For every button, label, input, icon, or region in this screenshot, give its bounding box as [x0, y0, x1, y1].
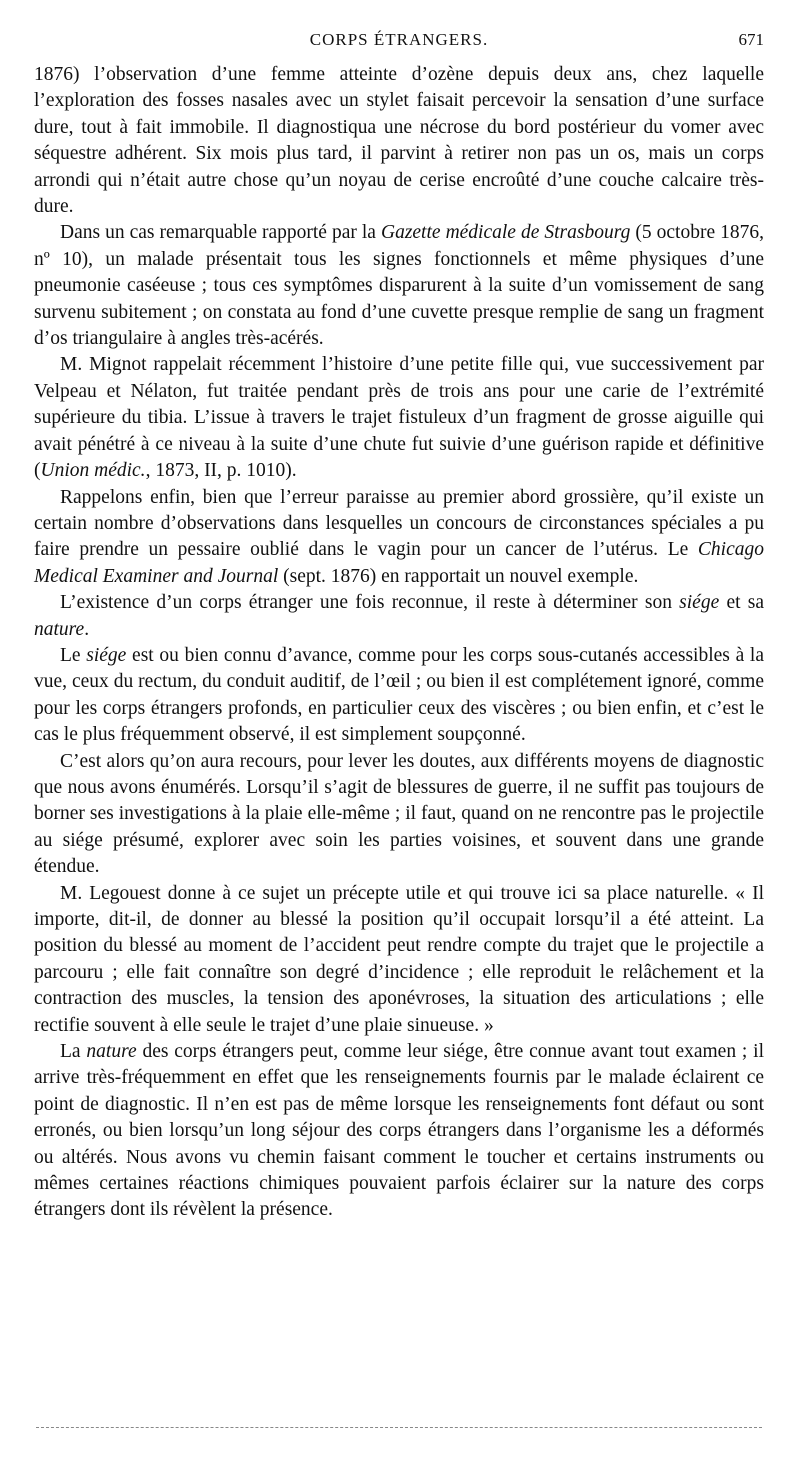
paragraph — [34, 220, 764, 352]
footer-rule — [36, 1427, 762, 1428]
paragraph — [34, 643, 764, 749]
paragraph — [34, 749, 764, 881]
text-run: C’est alors qu’on aura recours, pour lever les doutes, aux différents moyens de diagnostic que nous avons énumérés. Lorsqu’il s’agit de blessures de guerre, il ne suffit pas toujours de borner ses investigations à la plaie elle-même ; il faut, quand on ne rencontre pas le projectile au siége présumé, explorer avec soin les parties voisines, et souvent dans une grande étendue. — [34, 750, 764, 878]
text-run: Le — [60, 644, 87, 666]
italic-text: Union médic. — [40, 460, 146, 482]
text-run: L’existence d’un corps étranger une fois reconnue, il reste à déterminer son — [60, 592, 680, 614]
paragraph — [34, 62, 764, 220]
text-run: M. Legouest donne à ce sujet un précepte utile et qui trouve ici sa place naturelle. « Il importe, dit-il, de donner au blessé la position qu’il occupait lorsqu’il a été atteint. La position du blessé au moment de l’accident peut rendre compte du trajet que le projectile a parcouru ; elle fait connaître son degré d’incidence ; elle reproduit le relâchement et la contraction des muscles, la tension des aponévroses, la situation des articulations ; elle rectifie souvent à elle seule le trajet d’une plaie sinueuse. » — [34, 882, 764, 1036]
paragraph — [34, 352, 764, 484]
paragraph — [34, 1039, 764, 1224]
running-title: CORPS ÉTRANGERS. — [309, 30, 489, 49]
italic-text: nature — [34, 618, 85, 640]
text-run: est ou bien connu d’avance, comme pour les corps sous-cutanés accessibles à la vue, ceux du rectum, du conduit auditif, de l’œil ; ou bien il est complétement ignoré, comme pour les corps étrangers profonds, en particulier ceux des viscères ; ou bien enfin, et c’est le cas le plus fréquemment observé, il est simplement soupçonné. — [34, 644, 764, 746]
book-page — [34, 24, 764, 1224]
text-run: et sa — [719, 592, 764, 614]
text-run: . — [84, 618, 90, 640]
text-run: Dans un cas remarquable rapporté par la — [60, 222, 381, 244]
paragraph — [34, 485, 764, 591]
paragraph — [34, 590, 764, 643]
italic-text: siége — [86, 644, 127, 666]
running-head — [34, 24, 764, 52]
italic-text: nature — [86, 1041, 137, 1063]
text-run: (sept. 1876) en rapportait un nouvel exemple. — [278, 565, 639, 587]
text-run: M. Mignot rappelait récemment l’histoire d’une petite fille qui, vue successivement par Velpeau et Nélaton, fut traitée pendant près de trois ans pour une carie de l’extrémité supérieure du tibia. L’issue à travers le trajet fistuleux d’un fragment de grosse aiguille qui avait pénétré à ce niveau à la suite d’une chute fut suivie d’une guérison rapide et définitive ( — [34, 354, 764, 482]
text-run: , 1873, II, p. 1010). — [145, 460, 297, 482]
page-number: 671 — [738, 30, 764, 49]
italic-text: Gazette médicale de Strasbourg — [380, 222, 631, 244]
italic-text: siége — [679, 592, 720, 614]
italic-text: Chicago Medical Examiner and Journal — [34, 539, 764, 587]
text-run: 1876) l’observation d’une femme atteinte d’ozène depuis deux ans, chez laquelle l’exploration des fosses nasales avec un stylet faisait percevoir la sensation d’une surface dure, tout à fait immobile. Il diagnostiqua une nécrose du bord postérieur du vomer avec séquestre adhérent. Six mois plus tard, il parvint à retirer non pas un os, mais un corps arrondi qui n’était autre chose qu’un noyau de cerise encroûté d’une couche calcaire très-dure. — [34, 64, 764, 218]
text-run: des corps étrangers peut, comme leur siége, être connue avant tout examen ; il arrive très-fréquemment en effet que les renseignements fournis par le malade éclairent ce point de diagnostic. Il n’en est pas de même lorsque les renseignements font défaut ou sont erronés, ou bien lorsqu’un long séjour des corps étrangers dans l’organisme les a déformés ou altérés. Nous avons vu chemin faisant comment le toucher et certains instruments ou mêmes certaines réactions chimiques pouvaient parfois éclairer sur la nature des corps étrangers dont ils révèlent la présence. — [34, 1041, 764, 1221]
text-run: La — [60, 1041, 87, 1063]
text-run: Rappelons enfin, bien que l’erreur paraisse au premier abord grossière, qu’il existe un certain nombre d’observations dans lesquelles un concours de circonstances spéciales a pu faire prendre un pessaire oublié dans le vagin pour un cancer de l’utérus. Le — [34, 486, 764, 561]
paragraph — [34, 881, 764, 1039]
text-run: (5 octobre 1876, nº 10), un malade présentait tous les signes fonctionnels et même physiques d’une pneumonie caséeuse ; tous ces symptômes disparurent à la suite d’un vomissement de sang survenu subitement ; on constata au fond d’une cuvette presque remplie de sang un fragment d’os triangulaire à angles très-acérés. — [34, 222, 765, 350]
body-text — [34, 62, 764, 1224]
